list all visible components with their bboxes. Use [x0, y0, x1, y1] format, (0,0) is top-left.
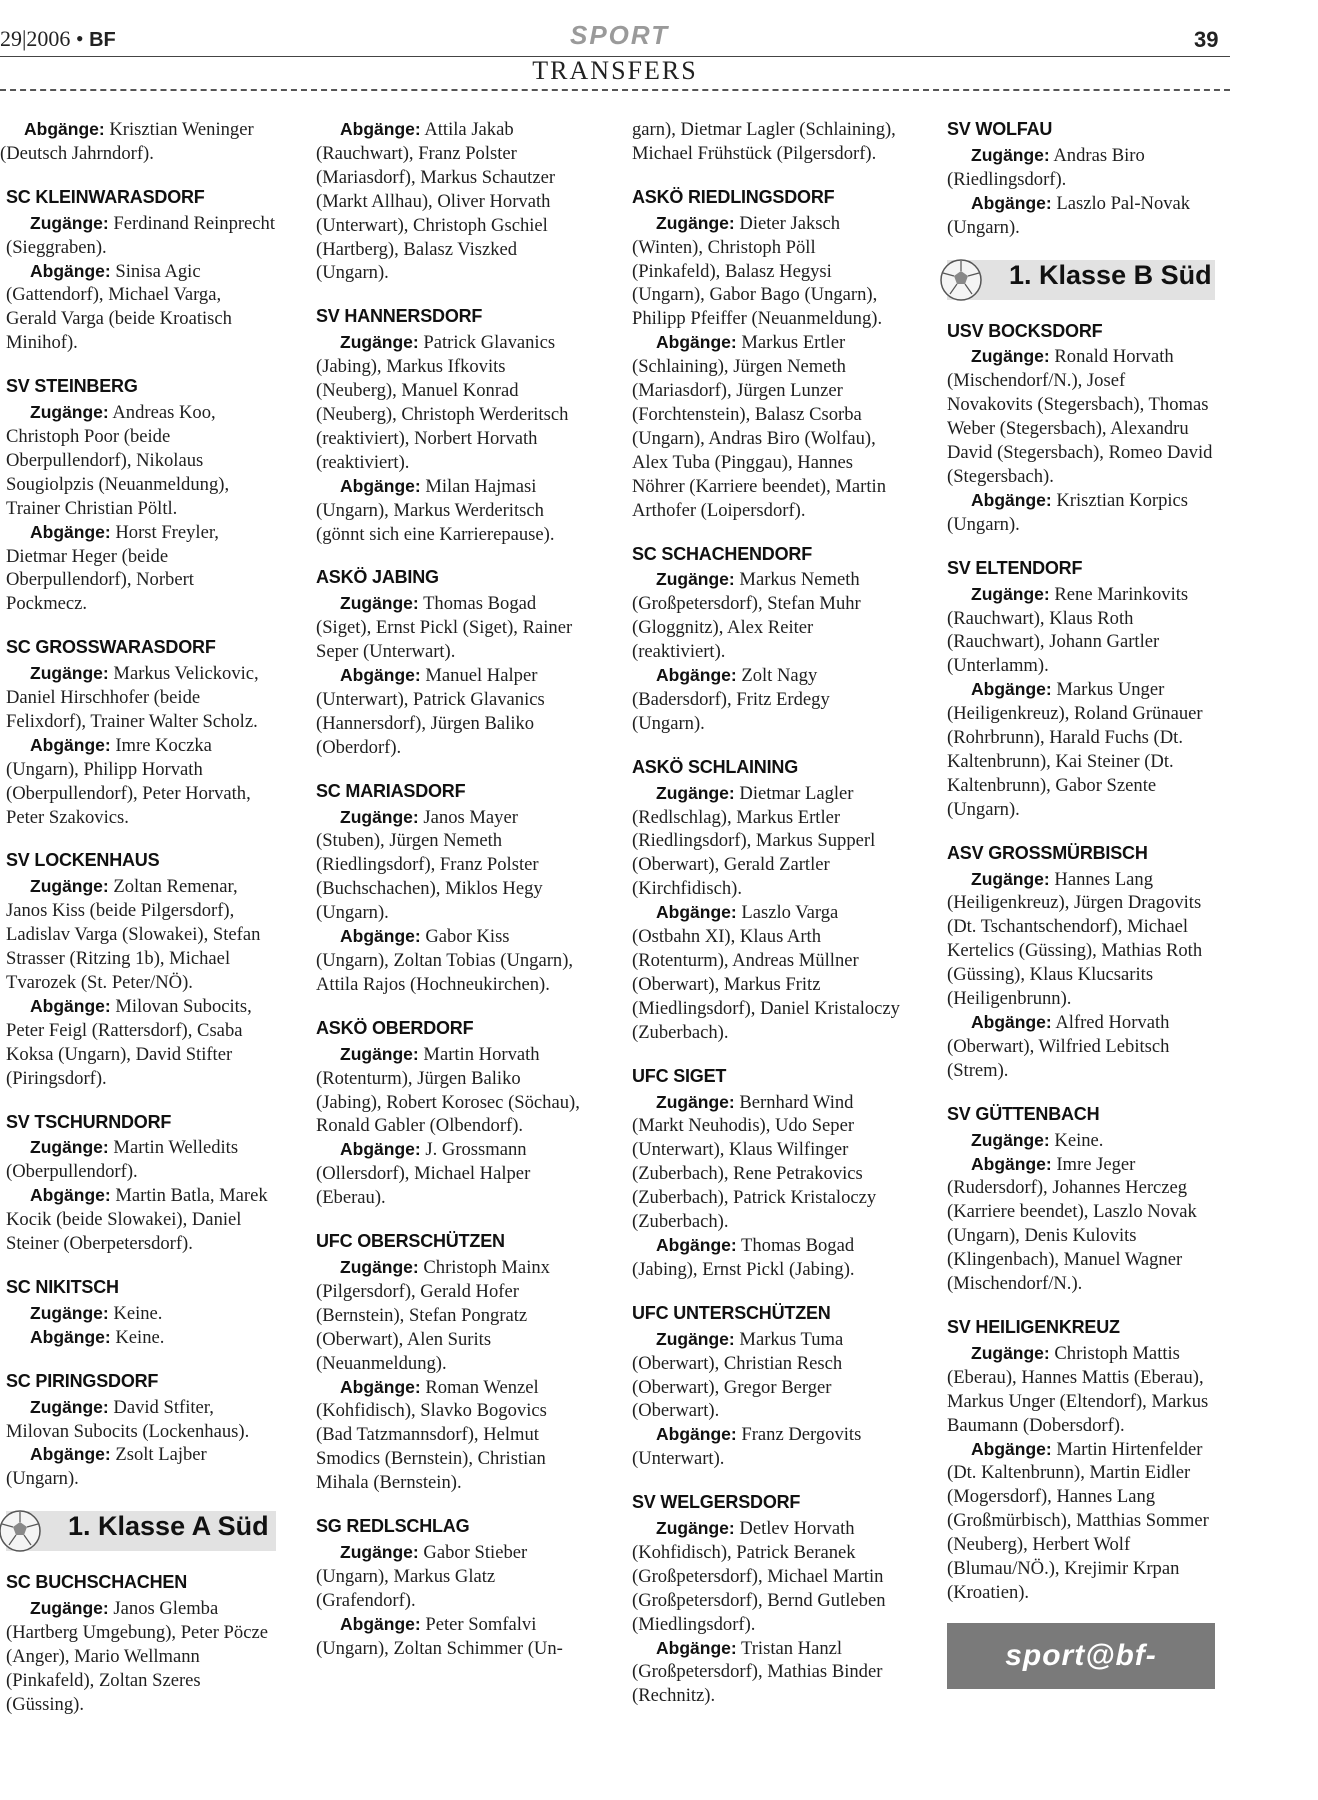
soccer-ball-icon	[0, 1507, 44, 1555]
club-name: SV HANNERSDORF	[316, 306, 483, 327]
transfer-players: Peter Somfalvi (Ungarn), Zoltan Schimmer (Un-	[316, 1613, 563, 1659]
contact-email: sport@bf-online.at	[947, 1623, 1215, 1689]
transfer-players: Markus Ertler (Schlaining), Jürgen Nemeth (Mariasdorf), Jürgen Lunzer (Forchtenstein), Balasz Csorba (Ungarn), Andras Biro (Wolfau), Alex Tuba (Pinggau), Hannes Nöhrer (Karriere beendet), Martin Arthofer (Loipersdorf).	[632, 332, 886, 521]
transfer-entry	[632, 1637, 900, 1709]
transfer-entry	[6, 995, 276, 1091]
transfer-entry	[316, 1541, 584, 1613]
league-title: 1. Klasse A Süd	[68, 1511, 269, 1542]
transfer-type-label: Zugänge:	[30, 1302, 109, 1323]
transfer-players: Martin Batla, Marek Kocik (beide Slowakei), Daniel Steiner (Oberpetersdorf).	[6, 1185, 268, 1255]
page-title: TRANSFERS	[532, 56, 698, 85]
transfer-entry	[947, 1129, 1215, 1153]
transfer-type-label: Abgänge:	[340, 1376, 421, 1397]
transfer-type-label: Abgänge:	[30, 521, 111, 542]
transfer-players: Detlev Horvath (Kohfidisch), Patrick Beranek (Großpetersdorf), Michael Martin (Großpetersdorf), Bernd Gutleben (Miedlingsdorf).	[632, 1518, 886, 1635]
transfer-entry	[632, 118, 900, 166]
transfer-players: Roman Wenzel (Kohfidisch), Slavko Bogovics (Bad Tatzmannsdorf), Helmut Smodics (Bernstein), Christian Mihala (Bernstein).	[316, 1376, 547, 1494]
club-name: SC KLEINWARASDORF	[6, 186, 205, 207]
transfer-type-label: Zugänge:	[30, 1598, 109, 1619]
brand-name: BF	[89, 29, 116, 51]
masthead	[0, 18, 1240, 58]
transfer-type-label: Abgänge:	[656, 1637, 737, 1658]
transfer-type-label: Zugänge:	[656, 782, 735, 803]
transfer-entry	[316, 1043, 584, 1139]
transfer-type-label: Zugänge:	[340, 593, 419, 614]
club-name: USV BOCKSDORF	[947, 320, 1103, 341]
transfer-type-label: Abgänge:	[340, 475, 421, 496]
issue-info	[0, 26, 116, 52]
transfer-players: Thomas Bogad (Siget), Ernst Pickl (Siget), Rainer Seper (Unterwart).	[316, 593, 573, 663]
transfer-entry	[947, 868, 1215, 1011]
transfer-entry	[316, 1138, 584, 1210]
transfer-type-label: Zugänge:	[30, 1137, 109, 1158]
club-name: UFC UNTERSCHÜTZEN	[632, 1302, 831, 1323]
transfer-players: Gabor Stieber (Ungarn), Markus Glatz (Grafendorf).	[316, 1541, 528, 1611]
transfer-type-label: Abgänge:	[340, 1139, 421, 1160]
club-name: ASKÖ RIEDLINGSDORF	[632, 186, 835, 207]
column-1	[0, 118, 276, 1717]
transfer-entry	[632, 1234, 900, 1282]
transfer-entry	[947, 1438, 1215, 1605]
transfer-type-label: Zugänge:	[971, 1342, 1050, 1363]
club-name: ASKÖ OBERDORF	[316, 1017, 474, 1038]
transfer-players: J. Grossmann (Ollersdorf), Michael Halper (Eberau).	[316, 1139, 531, 1209]
transfer-entry	[316, 925, 584, 997]
transfer-entry	[316, 592, 584, 664]
transfer-entry	[316, 331, 584, 474]
transfer-entry	[632, 664, 900, 736]
transfer-players: Janos Mayer (Stuben), Jürgen Nemeth (Riedlingsdorf), Franz Polster (Buchschachen), Miklos Hegy (Ungarn).	[316, 806, 543, 924]
transfer-entry	[632, 212, 900, 332]
transfer-players: Markus Nemeth (Großpetersdorf), Stefan Muhr (Gloggnitz), Alex Reiter (reaktiviert).	[632, 569, 861, 663]
transfer-type-label: Abgänge:	[340, 926, 421, 947]
transfer-players: Rene Marinkovits (Rauchwart), Klaus Roth (Rauchwart), Johann Gartler (Unterlamm).	[947, 583, 1189, 677]
transfer-type-label: Abgänge:	[971, 1153, 1052, 1174]
transfer-entry	[632, 568, 900, 664]
club-name: SV TSCHURNDORF	[6, 1111, 172, 1132]
transfer-type-label: Zugänge:	[656, 569, 735, 590]
transfer-entry	[632, 1517, 900, 1637]
transfer-entry	[6, 1184, 276, 1256]
transfer-type-label: Abgänge:	[971, 1012, 1052, 1032]
transfer-entry	[6, 1136, 276, 1184]
transfer-players: Zolt Nagy (Badersdorf), Fritz Erdegy (Ungarn).	[632, 665, 830, 734]
transfer-type-label: Abgänge:	[656, 665, 737, 686]
club-name: UFC OBERSCHÜTZEN	[316, 1231, 505, 1252]
transfer-players: Alfred Horvath (Oberwart), Wilfried Lebitsch (Strem).	[947, 1012, 1170, 1081]
transfer-players: Bernhard Wind (Markt Neuhodis), Udo Seper (Unterwart), Klaus Wilfinger (Zuberbach), Rene Petrakovics (Zuberbach), Patrick Kristaloczy (Zuberbach).	[632, 1091, 877, 1233]
transfer-entry	[6, 1326, 276, 1350]
transfer-players: Zsolt Lajber (Ungarn).	[6, 1444, 207, 1490]
club-name: SC SCHACHENDORF	[632, 543, 813, 564]
section-name: SPORT	[570, 20, 670, 50]
transfer-type-label: Abgänge:	[656, 1424, 737, 1445]
club-name: SC GROSSWARASDORF	[6, 637, 216, 658]
transfer-entry	[632, 1423, 900, 1471]
transfer-type-label: Zugänge:	[30, 876, 109, 897]
transfer-entry	[632, 782, 900, 902]
transfer-entry	[0, 118, 276, 166]
column-3	[632, 118, 900, 1708]
transfer-type-label: Zugänge:	[340, 1256, 419, 1277]
transfer-players: Attila Jakab (Rauchwart), Franz Polster (Mariasdorf), Markus Schautzer (Markt Allhau), Oliver Horvath (Unterwart), Christoph Gschiel (Hartberg), Balasz Viszked (Ungarn).	[316, 119, 556, 284]
transfer-players: Ferdinand Reinprecht (Sieggraben).	[6, 212, 276, 258]
transfer-entry	[316, 1613, 584, 1661]
transfer-entry	[947, 345, 1215, 488]
club-name: SV WOLFAU	[947, 119, 1053, 139]
transfer-entry	[947, 583, 1215, 679]
transfer-players: Martin Horvath (Rotenturm), Jürgen Baliko (Jabing), Robert Korosec (Söchau), Ronald Gabler (Olbendorf).	[316, 1043, 580, 1137]
club-name: SV ELTENDORF	[947, 557, 1083, 578]
transfer-players: Milovan Subocits, Peter Feigl (Rattersdorf), Csaba Koksa (Ungarn), David Stifter (Piringsdorf).	[6, 995, 252, 1089]
transfer-entry	[947, 1342, 1215, 1438]
transfer-players: Keine.	[1054, 1129, 1104, 1151]
club-name: ASKÖ JABING	[316, 567, 439, 588]
club-name: SV HEILIGENKREUZ	[947, 1316, 1120, 1337]
transfer-players: Ronald Horvath (Mischendorf/N.), Josef Novakovits (Stegersbach), Thomas Weber (Stegersbach), Alexandru David (Stegersbach), Romeo David (Stegersbach).	[947, 346, 1213, 487]
transfer-type-label: Zugänge:	[30, 663, 109, 684]
transfer-entry	[6, 1396, 276, 1444]
transfer-entry	[316, 475, 584, 547]
column-4	[947, 118, 1215, 1738]
transfer-players: Markus Velickovic, Daniel Hirschhofer (beide Felixdorf), Trainer Walter Scholz.	[6, 663, 259, 732]
transfer-entry	[316, 1376, 584, 1496]
transfer-players: Dieter Jaksch (Winten), Christoph Pöll (Pinkafeld), Balasz Hegysi (Ungarn), Gabor Bago (Ungarn), Philipp Pfeiffer (Neuanmeldung).	[632, 212, 883, 330]
transfer-type-label: Zugänge:	[30, 1396, 109, 1417]
club-name: SV LOCKENHAUS	[6, 850, 160, 871]
club-name: SC MARIASDORF	[316, 780, 466, 801]
issue-number: 29|2006 •	[0, 26, 84, 51]
transfer-entry	[316, 1256, 584, 1376]
transfer-entry	[632, 331, 900, 522]
transfer-players: Zoltan Remenar, Janos Kiss (beide Pilgersdorf), Ladislav Varga (Slowakei), Stefan Strasser (Ritzing 1b), Michael Tvarozek (St. Peter/NÖ).	[6, 876, 261, 993]
transfer-type-label: Abgänge:	[30, 734, 111, 755]
transfer-players: Manuel Halper (Unterwart), Patrick Glavanics (Hannersdorf), Jürgen Baliko (Oberdorf).	[316, 665, 545, 758]
transfer-entry	[316, 118, 584, 285]
transfer-type-label: Abgänge:	[24, 119, 105, 139]
transfer-entry	[6, 401, 276, 521]
transfer-entry	[947, 489, 1215, 537]
club-name: SC PIRINGSDORF	[6, 1370, 159, 1391]
transfer-type-label: Zugänge:	[971, 583, 1050, 604]
club-name: SG REDLSCHLAG	[316, 1516, 470, 1537]
transfer-type-label: Zugänge:	[656, 212, 735, 233]
transfer-type-label: Abgänge:	[30, 1185, 111, 1206]
club-name: SV WELGERSDORF	[632, 1492, 801, 1513]
transfer-type-label: Abgänge:	[340, 1613, 421, 1634]
transfer-entry	[632, 901, 900, 1044]
transfer-players: Imre Koczka (Ungarn), Philipp Horvath (Oberpullendorf), Peter Horvath, Peter Szakovics.	[6, 734, 251, 828]
transfer-type-label: Zugänge:	[340, 806, 419, 827]
club-name: SV STEINBERG	[6, 376, 138, 397]
transfer-type-label: Abgänge:	[656, 902, 737, 923]
club-name: SC NIKITSCH	[6, 1276, 119, 1297]
transfer-type-label: Abgänge:	[971, 192, 1052, 213]
league-header	[947, 260, 1215, 300]
transfer-entry	[6, 260, 276, 356]
transfer-type-label: Abgänge:	[30, 1444, 111, 1465]
transfer-players: Krisztian Weninger (Deutsch Jahrndorf).	[0, 119, 254, 164]
transfer-entry	[6, 1302, 276, 1326]
transfer-players: David Stfiter, Milovan Subocits (Lockenhaus).	[6, 1396, 250, 1442]
transfer-entry	[6, 1597, 276, 1717]
transfer-players: Patrick Glavanics (Jabing), Markus Ifkovits (Neuberg), Manuel Konrad (Neuberg), Christoph Werderitsch (reaktiviert), Norbert Horvath (reaktiviert).	[316, 332, 569, 473]
transfer-entry	[6, 875, 276, 995]
transfer-players: Imre Jeger (Rudersdorf), Johannes Herczeg (Karriere beendet), Laszlo Novak (Ungarn), Denis Kulovits (Klingenbach), Manuel Wagner (Mischendorf/N.).	[947, 1153, 1197, 1295]
transfer-type-label: Zugänge:	[30, 212, 109, 233]
transfer-type-label: Abgänge:	[30, 1326, 111, 1347]
transfer-entry	[6, 521, 276, 617]
transfer-type-label: Zugänge:	[340, 332, 419, 353]
transfer-entry	[6, 212, 276, 260]
transfer-players: Franz Dergovits (Unterwart).	[632, 1424, 862, 1470]
transfer-type-label: Abgänge:	[30, 260, 111, 281]
transfer-players: garn), Dietmar Lagler (Schlaining), Michael Frühstück (Pilgersdorf).	[632, 119, 896, 164]
transfer-type-label: Zugänge:	[656, 1518, 735, 1539]
column-2	[316, 118, 584, 1660]
transfer-type-label: Zugänge:	[656, 1328, 735, 1349]
league-title: 1. Klasse B Süd	[1009, 259, 1212, 290]
transfer-entry	[947, 144, 1215, 192]
club-name: ASV GROSSMÜRBISCH	[947, 842, 1148, 863]
transfer-players: Markus Unger (Heiligenkreuz), Roland Grünauer (Rohrbrunn), Harald Fuchs (Dt. Kaltenbrunn), Kai Steiner (Dt. Kaltenbrunn), Gabor Szente (Ungarn).	[947, 679, 1203, 820]
transfer-type-label: Abgänge:	[340, 665, 421, 686]
league-header	[6, 1511, 276, 1551]
transfer-entry	[947, 1011, 1215, 1083]
transfer-type-label: Zugänge:	[971, 346, 1050, 367]
transfer-type-label: Zugänge:	[656, 1091, 735, 1112]
transfer-type-label: Zugänge:	[971, 868, 1050, 889]
transfer-type-label: Zugänge:	[971, 144, 1050, 165]
transfer-entry	[947, 1153, 1215, 1296]
transfer-players: Janos Glemba (Hartberg Umgebung), Peter Pöcze (Anger), Mario Wellmann (Pinkafeld), Zoltan Szeres (Güssing).	[6, 1598, 268, 1715]
transfer-players: Christoph Mattis (Eberau), Hannes Mattis (Eberau), Markus Unger (Eltendorf), Markus Baumann (Dobersdorf).	[947, 1342, 1209, 1436]
soccer-ball-icon	[937, 256, 985, 304]
transfer-players: Sinisa Agic (Gattendorf), Michael Varga, Gerald Varga (beide Kroatisch Minihof).	[6, 260, 232, 354]
transfer-players: Thomas Bogad (Jabing), Ernst Pickl (Jabing).	[632, 1234, 855, 1280]
transfer-players: Andras Biro (Riedlingsdorf).	[947, 144, 1145, 190]
transfer-players: Dietmar Lagler (Redlschlag), Markus Ertler (Riedlingsdorf), Markus Supperl (Oberwart), Gerald Zartler (Kirchfidisch).	[632, 782, 876, 900]
transfer-entry	[6, 1443, 276, 1491]
transfer-players: Andreas Koo, Christoph Poor (beide Oberpullendorf), Nikolaus Sougiolpzis (Neuanmeldung), Trainer Christian Pöltl.	[6, 402, 230, 519]
transfer-type-label: Abgänge:	[971, 1438, 1052, 1459]
transfer-players: Markus Tuma (Oberwart), Christian Resch (Oberwart), Gregor Berger (Oberwart).	[632, 1328, 844, 1422]
transfer-type-label: Abgänge:	[30, 995, 111, 1016]
transfer-type-label: Zugänge:	[340, 1541, 419, 1562]
transfer-type-label: Abgänge:	[656, 1234, 737, 1255]
transfer-type-label: Zugänge:	[30, 402, 109, 423]
transfer-type-label: Abgänge:	[971, 489, 1052, 510]
transfer-players: Martin Hirtenfelder (Dt. Kaltenbrunn), Martin Eidler (Mogersdorf), Hannes Lang (Großmürbisch), Matthias Sommer (Neuberg), Herbert Wolf (Blumau/NÖ.), Krejimir Krpan (Kroatien).	[947, 1438, 1209, 1603]
transfer-players: Christoph Mainx (Pilgersdorf), Gerald Hofer (Bernstein), Stefan Pongratz (Oberwart), Alen Surits (Neuanmeldung).	[316, 1256, 550, 1374]
transfer-players: Gabor Kiss (Ungarn), Zoltan Tobias (Ungarn), Attila Rajos (Hochneukirchen).	[316, 926, 574, 995]
transfer-players: Martin Welledits (Oberpullendorf).	[6, 1137, 239, 1183]
transfer-entry	[632, 1091, 900, 1234]
transfer-players: Keine.	[115, 1326, 165, 1348]
dashed-divider	[0, 89, 1230, 91]
transfer-players: Hannes Lang (Heiligenkreuz), Jürgen Dragovits (Dt. Tschantschendorf), Michael Kertelics (Güssing), Mathias Roth (Güssing), Klaus Klucsarits (Heiligenbrunn).	[947, 868, 1203, 1010]
transfer-players: Krisztian Korpics (Ungarn).	[947, 489, 1189, 535]
transfer-type-label: Abgänge:	[656, 332, 737, 353]
page-number: 39	[1194, 27, 1219, 52]
club-name: SC BUCHSCHACHEN	[6, 1572, 188, 1593]
transfer-entry	[6, 734, 276, 830]
transfer-players: Milan Hajmasi (Ungarn), Markus Werderitsch (gönnt sich eine Karrierepause).	[316, 475, 555, 545]
transfer-type-label: Zugänge:	[340, 1043, 419, 1064]
club-name: UFC SIGET	[632, 1065, 727, 1086]
transfer-players: Laszlo Pal-Novak (Ungarn).	[947, 192, 1191, 238]
transfer-players: Horst Freyler, Dietmar Heger (beide Oberpullendorf), Norbert Pockmecz.	[6, 521, 219, 615]
transfer-players: Laszlo Varga (Ostbahn XI), Klaus Arth (Rotenturm), Andreas Müllner (Oberwart), Markus Fritz (Miedlingsdorf), Daniel Kristaloczy (Zuberbach).	[632, 902, 900, 1043]
club-name: SV GÜTTENBACH	[947, 1103, 1100, 1124]
transfer-entry	[316, 664, 584, 760]
transfer-type-label: Zugänge:	[971, 1129, 1050, 1150]
club-name: ASKÖ SCHLAINING	[632, 756, 799, 777]
transfer-entry	[947, 678, 1215, 821]
transfer-entry	[947, 192, 1215, 240]
transfer-type-label: Abgänge:	[340, 119, 421, 139]
transfer-players: Tristan Hanzl (Großpetersdorf), Mathias Binder (Rechnitz).	[632, 1637, 883, 1707]
transfer-players: Keine.	[113, 1302, 163, 1324]
transfer-type-label: Abgänge:	[971, 679, 1052, 700]
transfer-entry	[632, 1328, 900, 1424]
transfer-entry	[316, 806, 584, 926]
transfer-entry	[6, 662, 276, 734]
